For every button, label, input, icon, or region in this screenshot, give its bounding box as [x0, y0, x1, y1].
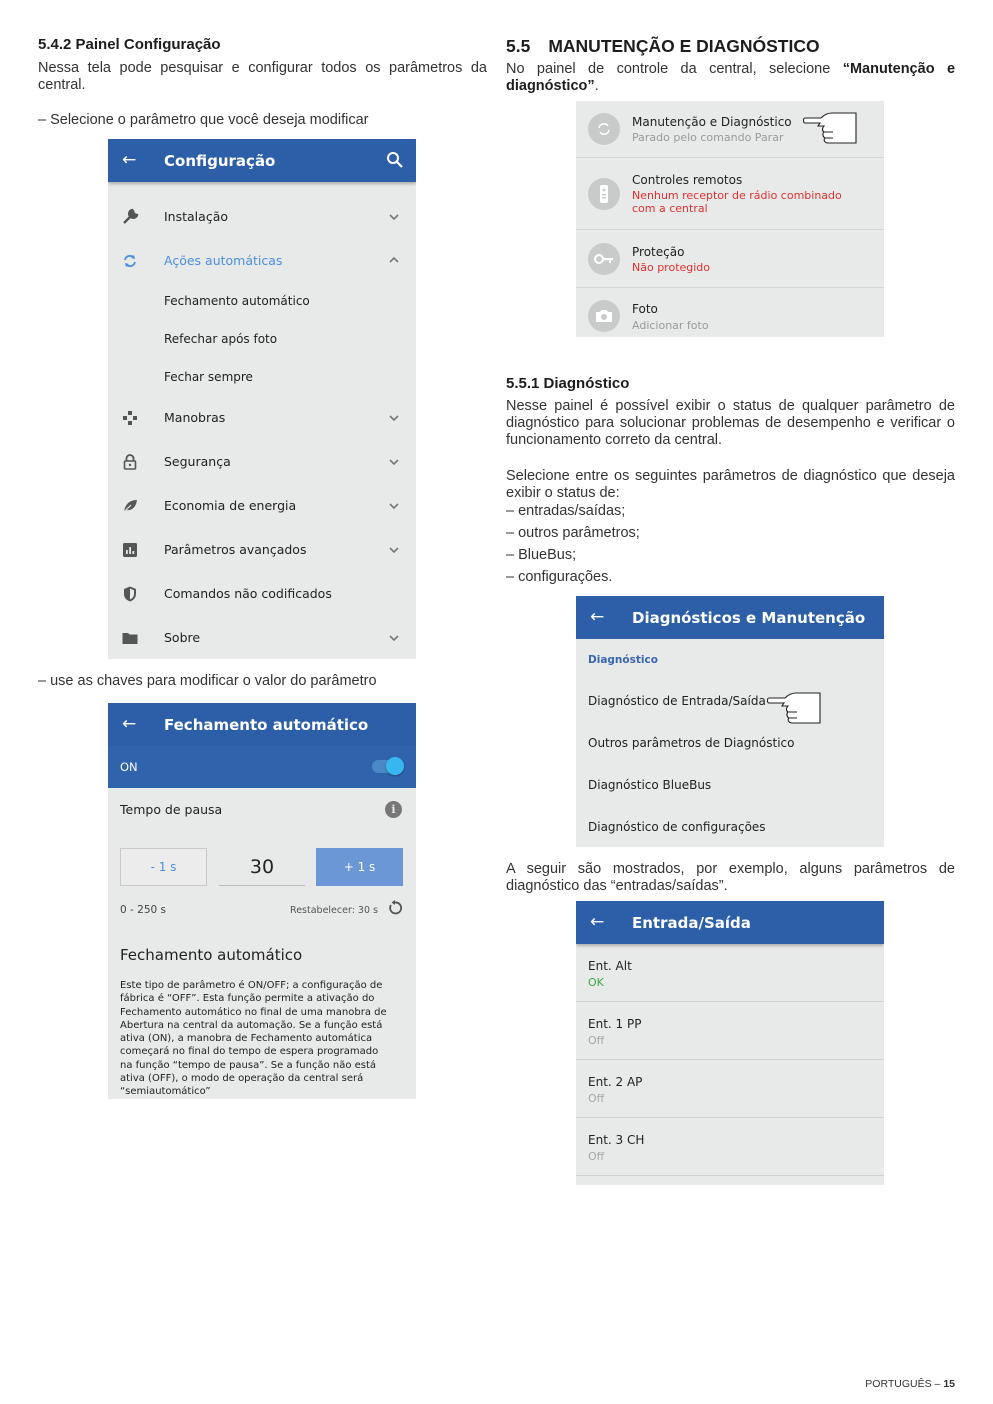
io-row[interactable]	[576, 1002, 884, 1060]
param-label: Tempo de pausa	[120, 802, 223, 817]
config-subitem-label: Fechar sempre	[164, 370, 253, 384]
diag-item-bluebus[interactable]	[576, 764, 884, 806]
config-subitem-label: Fechamento automático	[164, 294, 310, 308]
diagnostics-section-label: Diagnóstico	[588, 654, 658, 666]
panel-row-subtitle: Não protegido	[632, 261, 711, 274]
config-title: Configuração	[164, 152, 276, 170]
bullet-item: – outros parâmetros;	[506, 525, 640, 541]
io-status: Off	[588, 1092, 605, 1105]
config-subitem[interactable]	[108, 321, 416, 359]
diag-item-outros[interactable]	[576, 722, 884, 764]
chart-icon	[120, 540, 140, 560]
diag-item-label: Outros parâmetros de Diagnóstico	[588, 736, 795, 750]
config-app-bar	[108, 139, 416, 182]
diag-item-label: Diagnóstico de configurações	[588, 820, 766, 834]
section-heading-5-5	[506, 36, 820, 57]
diagnostics-screen	[576, 596, 884, 847]
value-text: 30	[249, 856, 275, 878]
sync-icon	[120, 251, 140, 271]
intro-bold: “Manutenção e diagnóstico”	[506, 61, 956, 94]
bullet-item: – BlueBus;	[506, 547, 577, 563]
gamepad-icon	[120, 408, 140, 428]
range-text: 0 - 250 s	[120, 904, 166, 916]
auto-close-title: Fechamento automático	[164, 716, 369, 734]
camera-icon	[588, 300, 620, 332]
panel-row-title: Manutenção e Diagnóstico	[632, 115, 792, 129]
intro-text: No painel de controle da central, selecione	[506, 61, 843, 77]
panel-row-subtitle: Parado pelo comando Parar	[632, 131, 784, 144]
panel-row-controles-remotos[interactable]	[576, 158, 884, 230]
chevron-up-icon	[388, 255, 400, 265]
page-footer	[865, 1378, 955, 1390]
value-field[interactable]	[219, 851, 305, 886]
remote-icon	[588, 178, 620, 210]
chevron-down-icon	[388, 413, 400, 423]
pointing-hand-icon	[802, 109, 858, 147]
io-row[interactable]	[576, 944, 884, 1002]
toggle-row	[108, 746, 416, 788]
folder-icon	[120, 628, 140, 648]
io-screen	[576, 901, 884, 1185]
config-item-label: Economia de energia	[164, 498, 297, 513]
page-number: 15	[943, 1378, 955, 1390]
panel-row-title: Proteção	[632, 245, 685, 259]
back-arrow-icon[interactable]: ←	[590, 607, 605, 627]
reset-text: Restabelecer: 30 s	[290, 905, 378, 916]
intro-paragraph: Nessa tela pode pesquisar e configurar todos os parâmetros da central.	[38, 60, 487, 93]
diagnostics-title: Diagnósticos e Manutenção	[632, 609, 866, 627]
panel-row-title: Foto	[632, 302, 658, 316]
io-row[interactable]	[576, 1118, 884, 1176]
auto-close-app-bar	[108, 703, 416, 746]
config-item-parametros-avancados[interactable]	[108, 528, 416, 572]
io-status: OK	[588, 976, 604, 989]
description-text: Este tipo de parâmetro é ON/OFF; a configuração de fábrica é “OFF”. Esta função permite a ativação do Fechamento automático no final de uma manobra de Abertura na central da automação. Se a função está ativa (ON), a manobra de Fechamento automática começará no final do tempo de espera programado na função “tempo de pausa”. Se a função não está ativa (OFF), o modo de operação da central será “semiautomático”	[120, 980, 387, 1098]
wrench-icon	[120, 207, 140, 227]
bullet-item: – entradas/saídas;	[506, 503, 626, 519]
search-icon[interactable]	[386, 151, 404, 169]
decrement-button[interactable]	[120, 848, 207, 886]
chevron-down-icon	[388, 457, 400, 467]
chevron-down-icon	[388, 633, 400, 643]
info-icon[interactable]: i	[385, 801, 402, 818]
config-subitem[interactable]	[108, 283, 416, 321]
config-item-label: Parâmetros avançados	[164, 542, 307, 557]
io-row[interactable]	[576, 1060, 884, 1118]
chevron-down-icon	[388, 501, 400, 511]
chevron-down-icon	[388, 545, 400, 555]
section-heading-5-4-2: 5.4.2 Painel Configuração	[38, 36, 221, 53]
panel-row-title: Controles remotos	[632, 173, 743, 187]
intro-end: .	[594, 78, 599, 94]
back-arrow-icon[interactable]: ←	[122, 714, 137, 734]
diag-item-label: Diagnóstico de Entrada/Saída	[588, 694, 766, 708]
panel-row-protecao[interactable]	[576, 230, 884, 288]
leaf-icon	[120, 496, 140, 516]
lock-icon	[120, 452, 140, 472]
diagnostics-app-bar	[576, 596, 884, 639]
config-subitem[interactable]	[108, 359, 416, 397]
decrement-label: - 1 s	[150, 860, 177, 874]
select-paragraph: Selecione entre os seguintes parâmetros de diagnóstico que deseja exibir o status de:	[506, 468, 955, 501]
auto-close-screen	[108, 703, 416, 1099]
bullet-select-parameter: – Selecione o parâmetro que você deseja modificar	[38, 112, 369, 128]
config-item-acoes-automaticas[interactable]	[108, 239, 416, 283]
footer-separator: –	[931, 1378, 944, 1390]
bullet-item: – configurações.	[506, 569, 613, 585]
config-item-manobras[interactable]	[108, 396, 416, 440]
config-item-comandos-nao-codificados[interactable]	[108, 572, 416, 616]
reset-icon[interactable]	[387, 900, 403, 916]
config-item-economia-energia[interactable]	[108, 484, 416, 528]
io-name: Ent. 2 AP	[588, 1075, 643, 1089]
on-off-toggle[interactable]	[372, 760, 402, 773]
panel-row-subtitle: Nenhum receptor de rádio combinado com a central	[632, 189, 842, 215]
diagnostic-paragraph: Nesse painel é possível exibir o status de qualquer parâmetro de diagnóstico para solucionar problemas de desempenho e verificar o funcionamento correto da central.	[506, 398, 955, 448]
bullet-use-keys: – use as chaves para modificar o valor do parâmetro	[38, 673, 377, 689]
section-heading-5-5-1: 5.5.1 Diagnóstico	[506, 375, 630, 392]
back-arrow-icon[interactable]: ←	[590, 912, 605, 932]
config-item-label: Comandos não codificados	[164, 586, 332, 601]
diag-item-label: Diagnóstico BlueBus	[588, 778, 712, 792]
shield-icon	[120, 584, 140, 604]
diag-item-entrada-saida[interactable]	[576, 680, 884, 722]
config-item-label: Sobre	[164, 630, 201, 645]
toggle-label: ON	[120, 760, 138, 774]
increment-label: + 1 s	[343, 860, 376, 874]
diag-item-configuracoes[interactable]	[576, 806, 884, 847]
key-icon	[588, 243, 620, 275]
io-status: Off	[588, 1034, 605, 1047]
example-paragraph: A seguir são mostrados, por exemplo, alguns parâmetros de diagnóstico das “entradas/saídas”.	[506, 861, 955, 894]
sync-icon	[588, 113, 620, 145]
maintenance-intro	[506, 61, 955, 95]
config-item-instalacao[interactable]	[108, 195, 416, 239]
panel-row-subtitle: Adicionar foto	[632, 319, 709, 332]
panel-row-foto[interactable]	[576, 288, 884, 337]
io-status: Off	[588, 1150, 605, 1163]
io-name: Ent. Alt	[588, 959, 632, 973]
config-item-label: Ações automáticas	[164, 253, 283, 268]
pointing-hand-icon	[766, 690, 822, 726]
config-item-seguranca[interactable]	[108, 440, 416, 484]
increment-button[interactable]	[316, 848, 403, 886]
chevron-down-icon	[388, 212, 400, 222]
config-subitem-label: Refechar após foto	[164, 332, 278, 346]
back-arrow-icon[interactable]: ←	[122, 150, 137, 170]
io-name: Ent. 3 CH	[588, 1133, 645, 1147]
config-item-label: Instalação	[164, 209, 228, 224]
section-number: 5.5	[506, 36, 531, 56]
config-screen	[108, 139, 416, 659]
io-title: Entrada/Saída	[632, 914, 751, 932]
section-title: MANUTENÇÃO E DIAGNÓSTICO	[548, 36, 820, 56]
config-item-sobre[interactable]	[108, 616, 416, 659]
io-app-bar	[576, 901, 884, 944]
footer-language: PORTUGUÊS	[865, 1378, 932, 1390]
config-item-label: Segurança	[164, 454, 231, 469]
config-item-label: Manobras	[164, 410, 226, 425]
io-name: Ent. 1 PP	[588, 1017, 642, 1031]
description-title: Fechamento automático	[120, 946, 303, 964]
